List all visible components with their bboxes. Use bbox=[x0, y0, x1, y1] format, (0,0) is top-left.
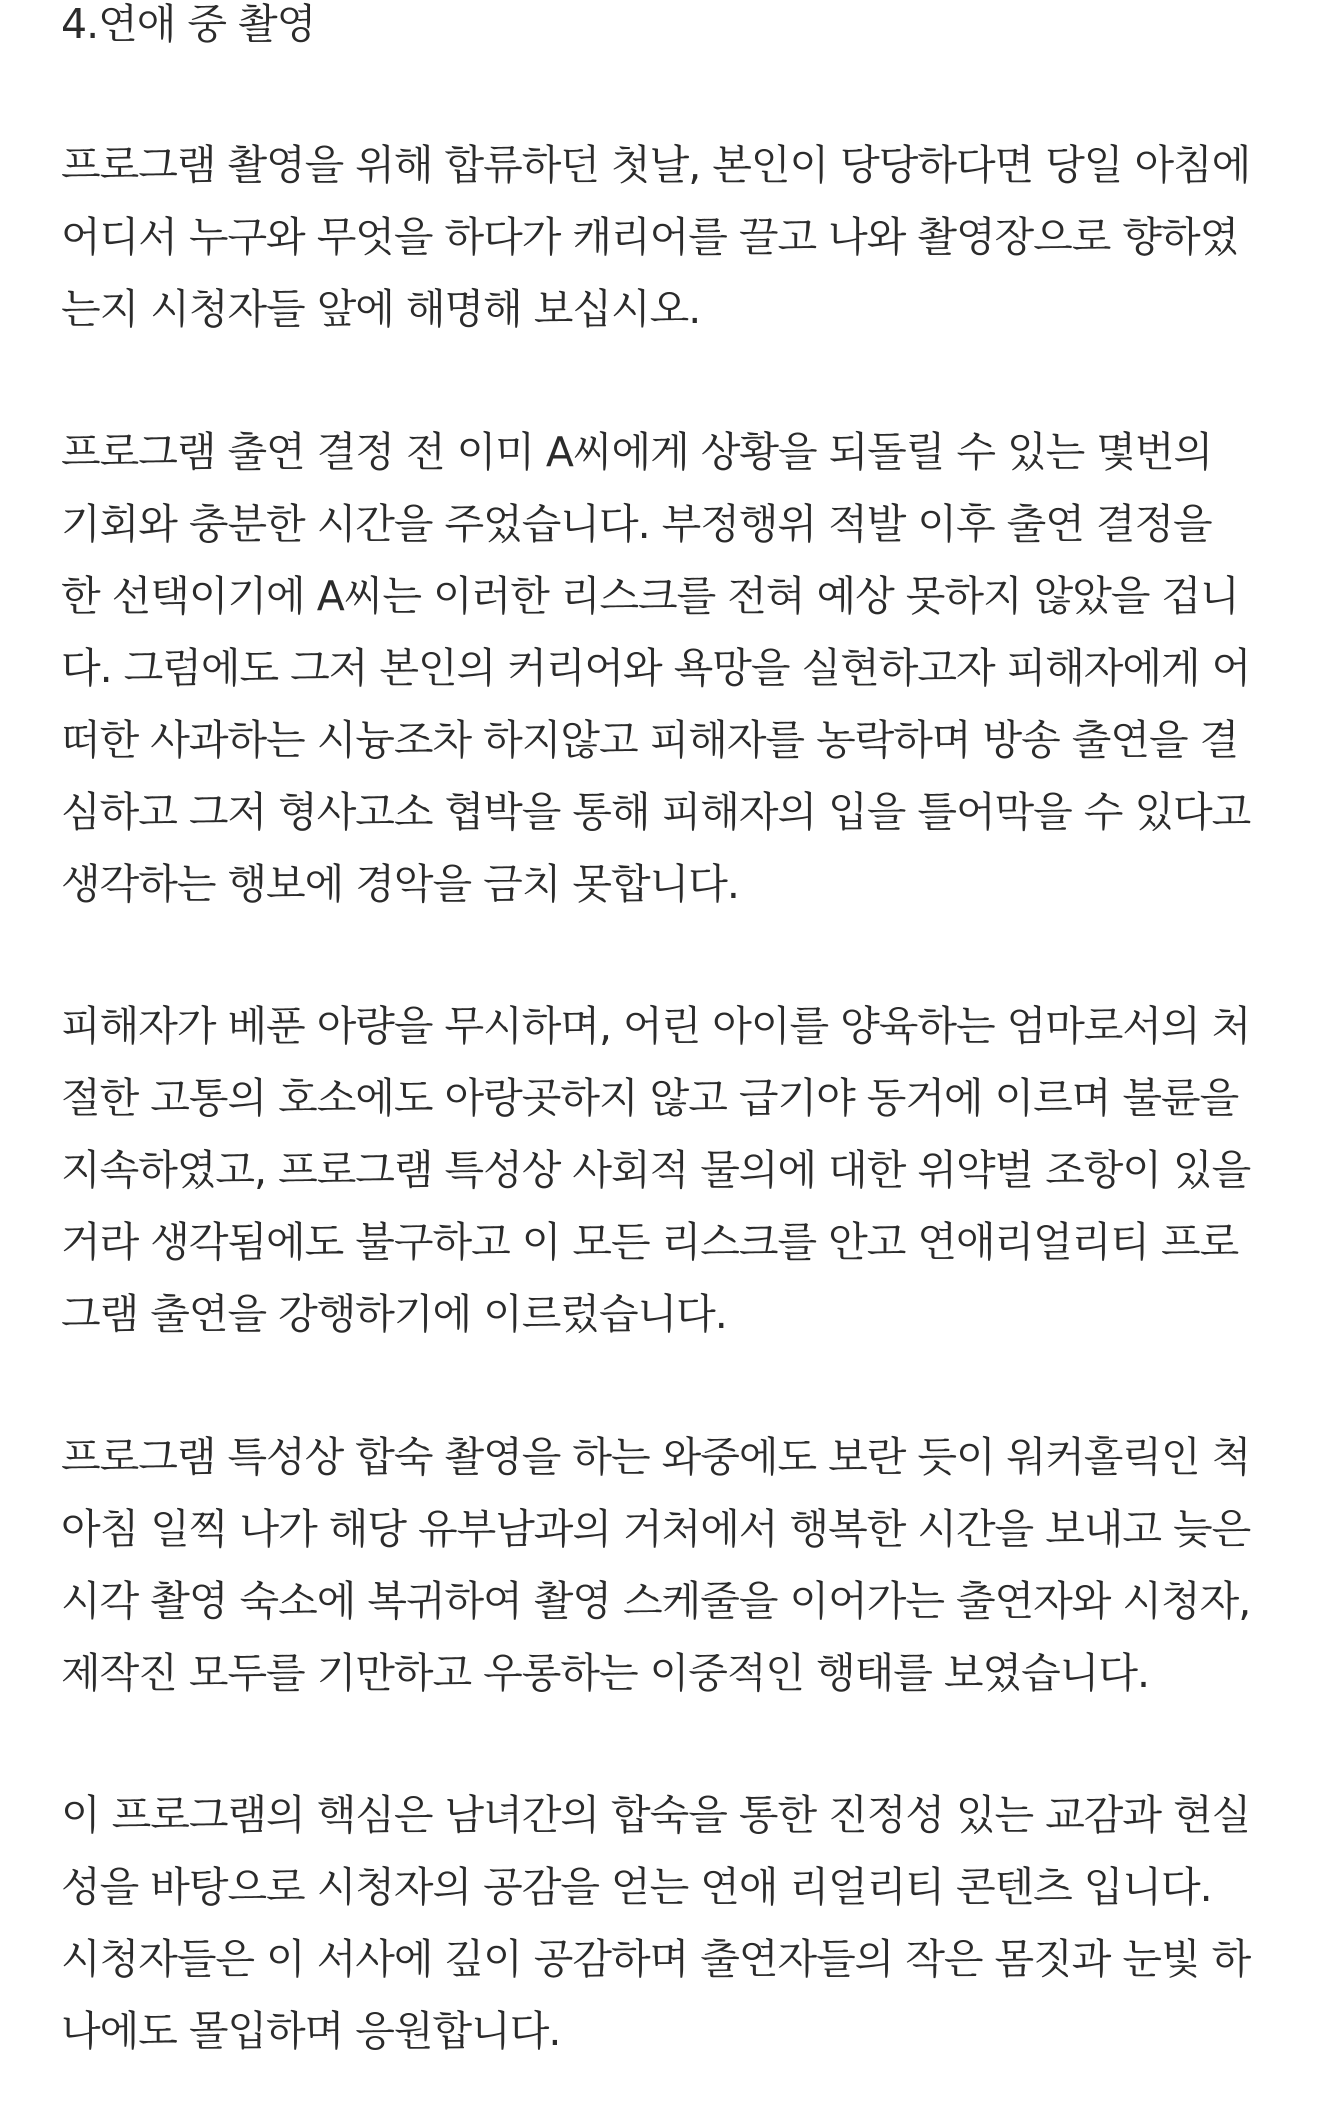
paragraph-line: 프로그램 특성상 합숙 촬영을 하는 와중에도 보란 듯이 워커홀릭인 척 bbox=[61, 1433, 1251, 1481]
paragraph-line: 어디서 누구와 무엇을 하다가 캐리어를 끌고 나와 촬영장으로 향하였 bbox=[61, 213, 1239, 261]
paragraph-line: 이 프로그램의 핵심은 남녀간의 합숙을 통한 진정성 있는 교감과 현실 bbox=[61, 1791, 1251, 1839]
paragraph-line: 기회와 충분한 시간을 주었습니다. 부정행위 적발 이후 출연 결정을 bbox=[61, 500, 1212, 548]
paragraph-line: 피해자가 베푼 아량을 무시하며, 어린 아이를 양육하는 엄마로서의 처 bbox=[61, 1002, 1251, 1050]
paragraph-line: 지속하였고, 프로그램 특성상 사회적 물의에 대한 위약벌 조항이 있을 bbox=[61, 1146, 1251, 1194]
paragraph-line: 프로그램 촬영을 위해 합류하던 첫날, 본인이 당당하다면 당일 아침에 bbox=[61, 141, 1251, 189]
paragraph-line: 프로그램 출연 결정 전 이미 A씨에게 상황을 되돌릴 수 있는 몇번의 bbox=[61, 428, 1213, 476]
paragraph-line: 나에도 몰입하며 응원합니다. bbox=[61, 2007, 561, 2055]
paragraph-line: 절한 고통의 호소에도 아랑곳하지 않고 급기야 동거에 이르며 불륜을 bbox=[61, 1074, 1239, 1122]
paragraph-line: 시청자들은 이 서사에 깊이 공감하며 출연자들의 작은 몸짓과 눈빛 하 bbox=[61, 1935, 1251, 1983]
paragraph-line: 한 선택이기에 A씨는 이러한 리스크를 전혀 예상 못하지 않았을 겁니 bbox=[61, 572, 1239, 620]
paragraph-line: 다. 그럼에도 그저 본인의 커리어와 욕망을 실현하고자 피해자에게 어 bbox=[61, 644, 1251, 692]
paragraph-line: 생각하는 행보에 경악을 금치 못합니다. bbox=[61, 860, 739, 908]
paragraph-line: 성을 바탕으로 시청자의 공감을 얻는 연애 리얼리티 콘텐츠 입니다. bbox=[61, 1863, 1212, 1911]
paragraph-line: 심하고 그저 형사고소 협박을 통해 피해자의 입을 틀어막을 수 있다고 bbox=[61, 788, 1251, 836]
paragraph-line: 떠한 사과하는 시늉조차 하지않고 피해자를 농락하며 방송 출연을 결 bbox=[61, 716, 1239, 764]
paragraph-line: 거라 생각됨에도 불구하고 이 모든 리스크를 안고 연애리얼리티 프로 bbox=[61, 1218, 1239, 1266]
paragraph-line: 그램 출연을 강행하기에 이르렀습니다. bbox=[61, 1290, 727, 1338]
paragraph-line: 아침 일찍 나가 해당 유부남과의 거처에서 행복한 시간을 보내고 늦은 bbox=[61, 1505, 1251, 1553]
paragraph-line: 는지 시청자들 앞에 해명해 보십시오. bbox=[61, 285, 701, 333]
paragraph-line: 제작진 모두를 기만하고 우롱하는 이중적인 행태를 보였습니다. bbox=[61, 1649, 1149, 1697]
paragraph-line: 시각 촬영 숙소에 복귀하여 촬영 스케줄을 이어가는 출연자와 시청자, bbox=[61, 1577, 1251, 1625]
article-heading: 4.연애 중 촬영 bbox=[61, 0, 316, 48]
